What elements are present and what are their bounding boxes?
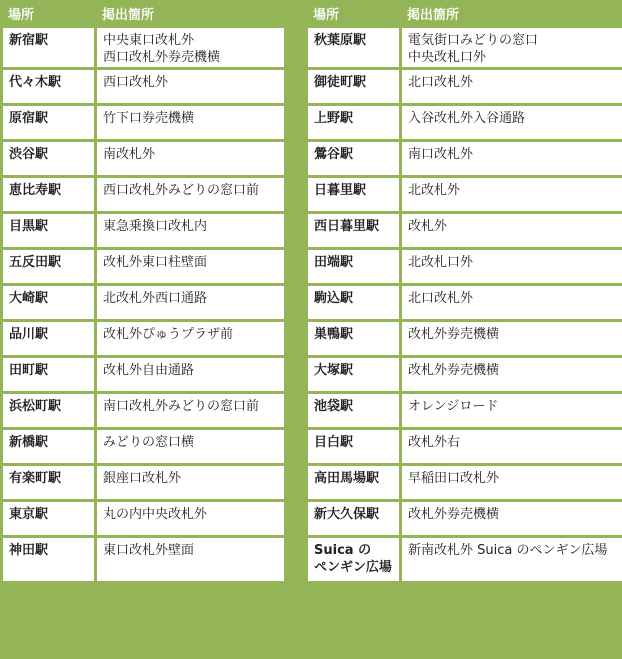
table-row xyxy=(2,501,286,537)
station-name-line: 田町駅 xyxy=(9,363,49,378)
poster-location-line: 改札外券売機横 xyxy=(408,327,500,342)
table-row xyxy=(2,285,286,321)
poster-location xyxy=(96,105,286,141)
poster-location-line: 改札外券売機横 xyxy=(408,363,500,378)
station-name xyxy=(2,177,96,213)
table-row xyxy=(307,27,622,69)
station-name-line: 新大久保駅 xyxy=(314,507,380,522)
table-row xyxy=(307,393,622,429)
station-name-line: 恵比寿駅 xyxy=(9,183,62,198)
poster-location-line: 改札外東口柱壁面 xyxy=(103,255,208,270)
poster-location xyxy=(401,285,622,321)
header-row xyxy=(307,1,622,27)
header-location: 掲出箇所 xyxy=(401,1,622,27)
station-name-line: 上野駅 xyxy=(314,111,354,126)
station-name xyxy=(307,27,401,69)
poster-location-line: 北改札外 xyxy=(408,183,461,198)
station-name xyxy=(2,501,96,537)
poster-location-line: 南口改札外 xyxy=(408,147,474,162)
poster-location xyxy=(401,393,622,429)
poster-location-line: 中央改札口外 xyxy=(408,50,487,65)
station-name-line: 大塚駅 xyxy=(314,363,354,378)
table-row xyxy=(307,141,622,177)
poster-location-line: 北口改札外 xyxy=(408,291,474,306)
poster-location-line: 中央東口改札外 xyxy=(103,33,195,48)
station-name-line: 五反田駅 xyxy=(9,255,62,270)
poster-location xyxy=(96,27,286,69)
poster-location-line: みどりの窓口横 xyxy=(103,435,195,450)
table-row xyxy=(2,141,286,177)
station-name-line: 目黒駅 xyxy=(9,219,49,234)
poster-location-line: 新南改札外 Suica のペンギン広場 xyxy=(408,543,608,558)
station-name xyxy=(2,429,96,465)
table-row xyxy=(2,321,286,357)
poster-location xyxy=(401,537,622,583)
station-name xyxy=(2,537,96,583)
header-place: 場所 xyxy=(307,1,401,27)
table-row xyxy=(307,429,622,465)
table-row xyxy=(307,321,622,357)
table-row xyxy=(307,213,622,249)
table-row xyxy=(2,357,286,393)
poster-location-line: 入谷改札外入谷通路 xyxy=(408,111,526,126)
header-location: 掲出箇所 xyxy=(96,1,286,27)
poster-location xyxy=(96,213,286,249)
station-name xyxy=(307,537,401,583)
station-name-line: 西日暮里駅 xyxy=(314,219,380,234)
poster-location-line: 南口改札外みどりの窓口前 xyxy=(103,399,260,414)
poster-location-line: 東急乗換口改札内 xyxy=(103,219,208,234)
station-name-line: 秋葉原駅 xyxy=(314,33,367,48)
poster-location xyxy=(401,321,622,357)
station-name-line: Suica の xyxy=(314,543,372,558)
poster-location-line: 竹下口券売機横 xyxy=(103,111,195,126)
poster-location xyxy=(401,501,622,537)
poster-location-line: 西口改札外 xyxy=(103,75,169,90)
station-name-line: 大崎駅 xyxy=(9,291,49,306)
poster-location xyxy=(96,465,286,501)
table-row xyxy=(307,537,622,583)
station-name xyxy=(2,357,96,393)
poster-location xyxy=(96,177,286,213)
table-row xyxy=(2,465,286,501)
table-row xyxy=(2,249,286,285)
poster-location-line: 西口改札外みどりの窓口前 xyxy=(103,183,260,198)
station-name-line: 目白駅 xyxy=(314,435,354,450)
poster-location xyxy=(401,27,622,69)
poster-location-line: 銀座口改札外 xyxy=(103,471,182,486)
column-divider xyxy=(287,0,305,659)
poster-location-line: オレンジロード xyxy=(408,399,499,414)
station-name-line: 東京駅 xyxy=(9,507,49,522)
poster-location-line: 北改札外西口通路 xyxy=(103,291,208,306)
table-row xyxy=(2,27,286,69)
table-row xyxy=(2,69,286,105)
left-table xyxy=(0,0,287,584)
station-name-line: ペンギン広場 xyxy=(314,560,392,575)
station-name xyxy=(2,141,96,177)
station-name xyxy=(307,249,401,285)
poster-location-line: 北改札口外 xyxy=(408,255,474,270)
poster-location xyxy=(96,429,286,465)
station-name xyxy=(2,249,96,285)
station-name xyxy=(307,393,401,429)
poster-location-line: 改札外ぴゅうプラザ前 xyxy=(103,327,234,342)
station-name-line: 田端駅 xyxy=(314,255,354,270)
station-name xyxy=(307,465,401,501)
poster-location xyxy=(96,393,286,429)
table-row xyxy=(307,177,622,213)
table-row xyxy=(2,177,286,213)
poster-location xyxy=(96,537,286,583)
table-row xyxy=(2,393,286,429)
station-name-line: 原宿駅 xyxy=(9,111,49,126)
poster-location-line: 改札外 xyxy=(408,219,448,234)
poster-location xyxy=(96,285,286,321)
poster-location xyxy=(401,213,622,249)
station-name xyxy=(2,213,96,249)
poster-location xyxy=(401,249,622,285)
poster-location xyxy=(96,357,286,393)
poster-location xyxy=(96,141,286,177)
station-name xyxy=(2,69,96,105)
station-name xyxy=(2,27,96,69)
poster-location xyxy=(401,69,622,105)
station-name xyxy=(2,321,96,357)
poster-location xyxy=(96,501,286,537)
table-row xyxy=(307,69,622,105)
station-name-line: 巣鴨駅 xyxy=(314,327,354,342)
poster-location xyxy=(401,177,622,213)
station-name xyxy=(307,285,401,321)
station-name-line: 御徒町駅 xyxy=(314,75,367,90)
table-row xyxy=(307,501,622,537)
poster-location xyxy=(401,141,622,177)
poster-location-line: 南改札外 xyxy=(103,147,156,162)
station-name xyxy=(307,429,401,465)
station-name-line: 品川駅 xyxy=(9,327,49,342)
poster-location-line: 改札外右 xyxy=(408,435,461,450)
table-row xyxy=(307,357,622,393)
station-name-line: 高田馬場駅 xyxy=(314,471,380,486)
station-name-line: 新橋駅 xyxy=(9,435,49,450)
station-name-line: 池袋駅 xyxy=(314,399,354,414)
station-name-line: 新宿駅 xyxy=(9,33,49,48)
poster-location-line: 西口改札外券売機横 xyxy=(103,50,221,65)
poster-location xyxy=(401,105,622,141)
header-place: 場所 xyxy=(2,1,96,27)
table-row xyxy=(2,213,286,249)
table-row xyxy=(307,465,622,501)
header-row xyxy=(2,1,286,27)
station-name-line: 神田駅 xyxy=(9,543,49,558)
station-name-line: 渋谷駅 xyxy=(9,147,49,162)
table-row xyxy=(307,285,622,321)
table-row xyxy=(2,429,286,465)
poster-location-line: 電気街口みどりの窓口 xyxy=(408,33,539,48)
table-row xyxy=(307,249,622,285)
poster-location-line: 東口改札外壁面 xyxy=(103,543,195,558)
station-name xyxy=(307,177,401,213)
station-name xyxy=(2,465,96,501)
table-row xyxy=(2,105,286,141)
station-name-line: 日暮里駅 xyxy=(314,183,367,198)
poster-location xyxy=(401,429,622,465)
station-name xyxy=(307,321,401,357)
station-name-line: 駒込駅 xyxy=(314,291,354,306)
station-name xyxy=(2,285,96,321)
poster-location-line: 丸の内中央改札外 xyxy=(103,507,208,522)
station-name xyxy=(2,393,96,429)
poster-location-line: 北口改札外 xyxy=(408,75,474,90)
poster-location xyxy=(96,321,286,357)
station-name xyxy=(2,105,96,141)
station-name xyxy=(307,357,401,393)
poster-location xyxy=(96,69,286,105)
station-name xyxy=(307,501,401,537)
poster-location xyxy=(96,249,286,285)
station-name xyxy=(307,105,401,141)
station-name xyxy=(307,141,401,177)
poster-location-line: 早稲田口改札外 xyxy=(408,471,500,486)
station-name-line: 浜松町駅 xyxy=(9,399,62,414)
poster-location-line: 改札外自由通路 xyxy=(103,363,195,378)
poster-location xyxy=(401,465,622,501)
poster-location xyxy=(401,357,622,393)
right-table xyxy=(305,0,622,584)
station-name xyxy=(307,213,401,249)
station-name-line: 代々木駅 xyxy=(9,75,62,90)
table-row xyxy=(307,105,622,141)
station-name-line: 鶯谷駅 xyxy=(314,147,354,162)
station-name-line: 有楽町駅 xyxy=(9,471,62,486)
table-row xyxy=(2,537,286,583)
station-name xyxy=(307,69,401,105)
poster-location-line: 改札外券売機横 xyxy=(408,507,500,522)
